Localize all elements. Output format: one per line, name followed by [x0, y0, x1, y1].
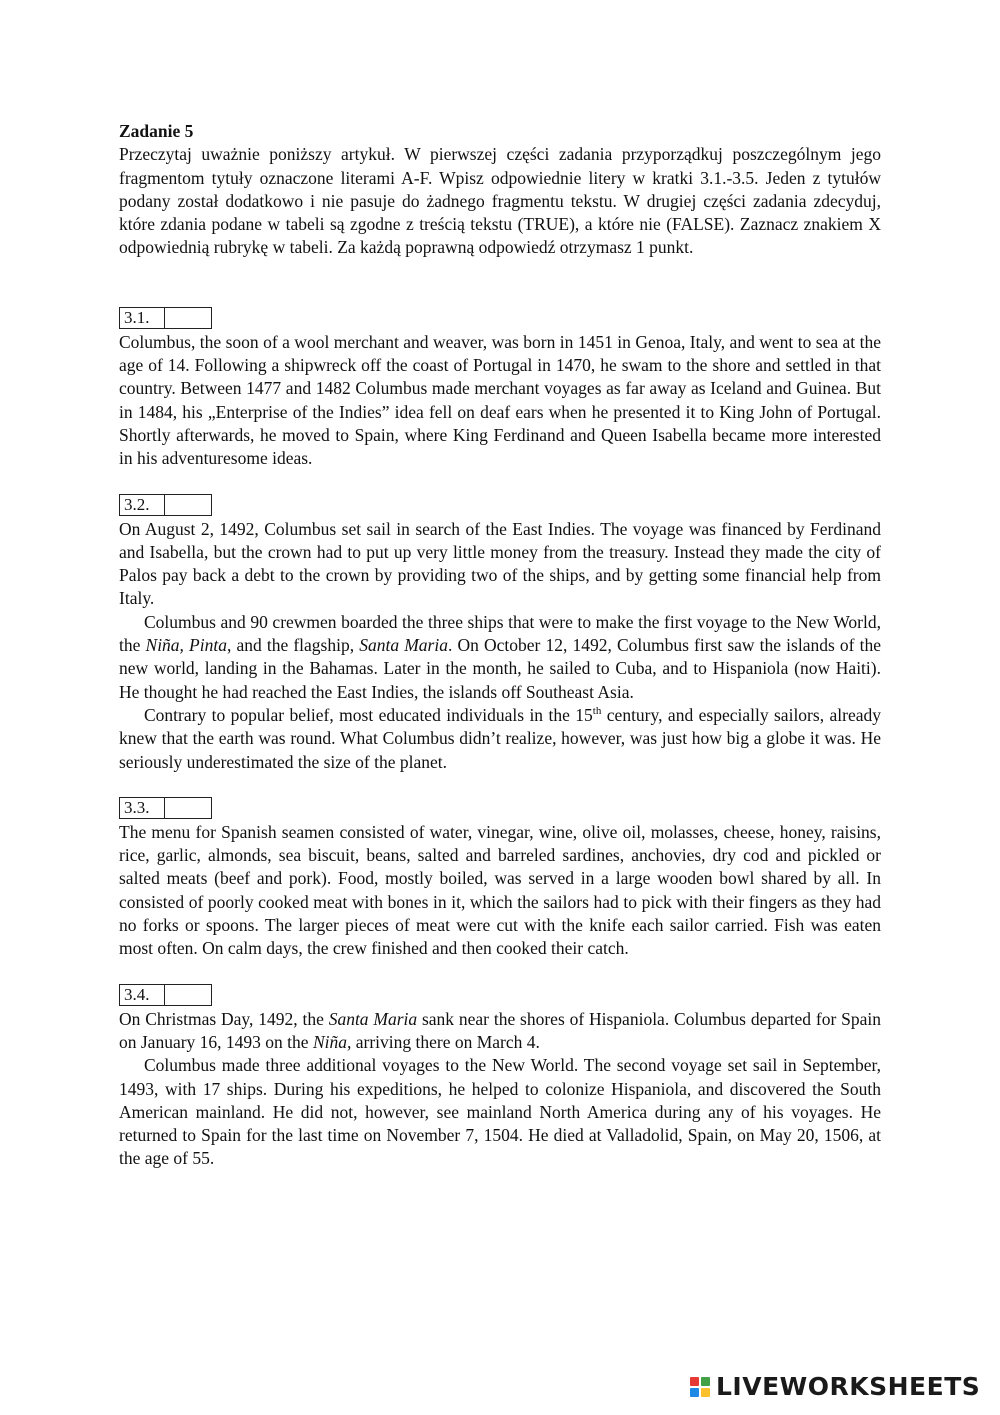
- section-3-2: [119, 494, 881, 774]
- answer-label-3-2: 3.2.: [120, 495, 165, 515]
- paragraph: Columbus, the soon of a wool merchant and weaver, was born in 1451 in Genoa, Italy, and went to sea at the age of 14. Following a shipwreck off the coast of Portugal in 1470, he swam to the shore and settled in that country. Between 1477 and 1482 Columbus made merchant voyages as far away as Iceland and Guinea. But in 1484, his „Enterprise of the Indies” idea fell on deaf ears when he presented it to King John of Portugal. Shortly afterwards, he moved to Spain, where King Ferdinand and Queen Isabella became more interested in his adventuresome ideas.: [119, 331, 881, 469]
- text-run: arriving there on March 4.: [351, 1031, 540, 1052]
- answer-box-3-3: [119, 797, 212, 819]
- section-3-1: [119, 307, 881, 471]
- logo-square-2: [701, 1377, 710, 1386]
- logo-square-1: [690, 1377, 699, 1386]
- answer-label-3-1: 3.1.: [120, 308, 165, 328]
- task-title: Zadanie 5: [119, 121, 194, 141]
- answer-input-3-4[interactable]: [165, 985, 211, 1005]
- paragraph: [119, 704, 881, 774]
- text-run: century, and especially sailors, already knew that the earth was round. What Columbus didn’t realize, however, was just how big a globe it was. He seriously underestimated the size of the planet.: [119, 704, 881, 772]
- ship-name: Santa Maria: [328, 1008, 418, 1029]
- paragraph: On August 2, 1492, Columbus set sail in search of the East Indies. The voyage was financed by Ferdinand and Isabella, but the crown had to put up very little money from the treasury. Instead they made the city of Palos pay back a debt to the crown by providing two of the ships, and by getting some financial help from Italy.: [119, 518, 881, 609]
- answer-box-3-1: [119, 307, 212, 329]
- flagship-name: Santa Maria: [359, 635, 448, 656]
- text-run: . On October 12, 1492, Columbus first saw the islands of the new world, landing in the Bahamas. Later in the month, he sailed to Cuba, and to Hispaniola (now Haiti). He thought he had reached the East Indies, the islands off Southeast Asia.: [119, 635, 881, 702]
- brand-name: LIVEWORKSHEETS: [716, 1372, 981, 1401]
- answer-label-3-4: 3.4.: [120, 985, 165, 1005]
- logo-grid-icon: [690, 1377, 710, 1397]
- answer-input-3-1[interactable]: [165, 308, 211, 328]
- answer-input-3-3[interactable]: [165, 798, 211, 818]
- section-3-4: [119, 984, 881, 1171]
- text-run: , and the flagship,: [226, 635, 360, 656]
- text-run: On Christmas Day, 1492, the: [119, 1008, 329, 1029]
- ship-name: Niña,: [312, 1031, 352, 1052]
- text-run: Columbus and 90 crewmen boarded the three ships that were to make the first voyage to the New World, the: [119, 611, 881, 656]
- task-header: [119, 120, 881, 260]
- section-3-3: [119, 797, 881, 961]
- worksheet-page: [119, 120, 881, 1194]
- answer-label-3-3: 3.3.: [120, 798, 165, 818]
- text-run: Contrary to popular belief, most educated individuals in the 15: [144, 704, 593, 725]
- logo-square-4: [701, 1388, 710, 1397]
- answer-box-3-4: [119, 984, 212, 1006]
- paragraph: The menu for Spanish seamen consisted of water, vinegar, wine, olive oil, molasses, cheese, honey, raisins, rice, garlic, almonds, sea biscuit, beans, salted and barreled sardines, anchovies, dry cod and pickled or salted meats (beef and pork). Food, mostly boiled, was served in a large wooden bowl shared by all. In consisted of poorly cooked meat with bones in it, which the sailors had to pick with their fingers as they had no forks or spoons. The larger pieces of meat were cut with the knife each sailor carried. Fish was eaten most often. On calm days, the crew finished and then cooked their catch.: [119, 821, 881, 959]
- ship-names: Niña, Pinta: [145, 635, 227, 656]
- ordinal-suffix: th: [592, 705, 602, 718]
- text-run: sank near the shores of Hispaniola. Columbus departed for Spain on January 16, 1493 on the: [119, 1008, 881, 1052]
- logo-square-3: [690, 1388, 699, 1397]
- answer-box-3-2: [119, 494, 212, 516]
- paragraph: [119, 1008, 881, 1055]
- paragraph: [119, 611, 881, 704]
- task-instructions: Przeczytaj uważnie poniższy artykuł. W pierwszej części zadania przyporządkuj poszczególnym jego fragmentom tytuły oznaczone literami A-F. Wpisz odpowiednie litery w kratki 3.1.-3.5. Jeden z tytułów podany został dodatkowo i nie pasuje do żadnego fragmentu tekstu. W drugiej części zadania zdecyduj, które zdania podane w tabeli są zgodne z treścią tekstu (TRUE), a które nie (FALSE). Zaznacz znakiem X odpowiednią rubrykę w tabeli. Za każdą poprawną odpowiedź otrzymasz 1 punkt.: [119, 144, 881, 258]
- liveworksheets-logo[interactable]: [690, 1372, 980, 1401]
- paragraph: Columbus made three additional voyages to the New World. The second voyage set sail in September, 1493, with 17 ships. During his expeditions, he helped to colonize Hispaniola, and discovered the South American mainland. He did not, however, see mainland North America during any of his voyages. He returned to Spain for the last time on November 7, 1504. He died at Valladolid, Spain, on May 20, 1506, at the age of 55.: [119, 1055, 881, 1169]
- answer-input-3-2[interactable]: [165, 495, 211, 515]
